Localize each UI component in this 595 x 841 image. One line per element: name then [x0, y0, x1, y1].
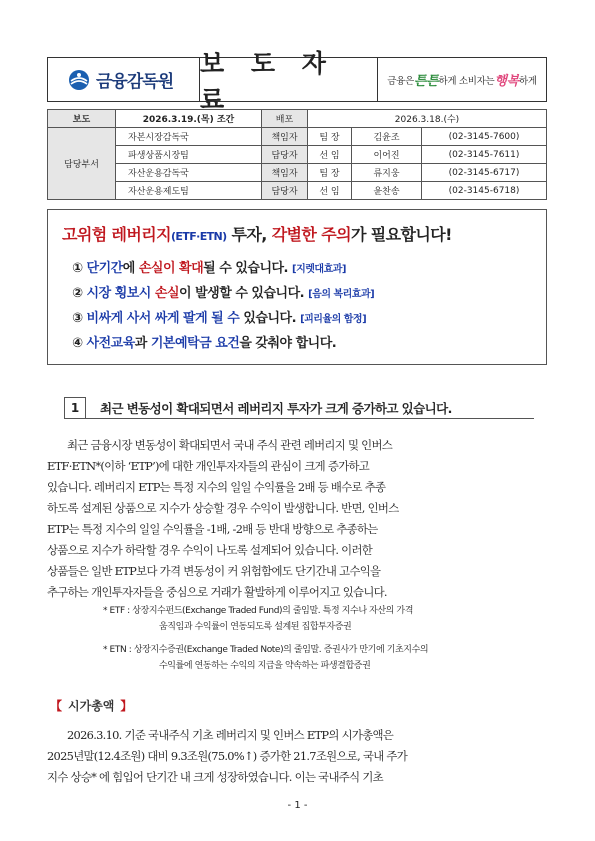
- press-header: [47, 48, 547, 114]
- summary-headline: [62, 222, 532, 245]
- fss-logo: [48, 58, 200, 101]
- item-number: ④: [72, 336, 83, 351]
- contact-role: 담당자: [262, 182, 308, 200]
- section-number: 1: [64, 397, 86, 419]
- bracket-open: 【: [50, 699, 63, 713]
- contact-phone: (02-3145-7600): [422, 128, 547, 146]
- item-part: 이 발생할 수 있습니다.: [179, 286, 305, 301]
- dept-name: 파생상품시장팀: [116, 146, 262, 164]
- text-line: 있습니다. 레버리지 ETP는 특정 지수의 일일 수익률을 2배 등 배수로 추종: [47, 480, 386, 494]
- footnote-etn: [103, 642, 428, 674]
- contact-phone: (02-3145-6718): [422, 182, 547, 200]
- text-line: 지수 상승* 에 힘입어 단기간 내 크게 성장하였습니다. 이는 국내주식 기초: [47, 770, 383, 784]
- dept-name: 자본시장감독국: [116, 128, 262, 146]
- contact-name: 김윤조: [352, 128, 422, 146]
- contact-phone: (02-3145-6717): [422, 164, 547, 182]
- text-line: ETF·ETN*(이하 ‘ETP’)에 대한 개인투자자들의 관심이 크게 증가하고: [47, 459, 370, 473]
- text-line: 상품으로 지수가 하락할 경우 수익이 나도록 설계되어 있습니다. 이러한: [47, 543, 373, 557]
- item-number: ①: [72, 261, 83, 276]
- slogan-mid: 하게 소비자는: [438, 75, 495, 87]
- footnote-line: * ETN : 상장지수증권(Exchange Traded Note)의 줄임말. 증권사가 만기에 기초지수의: [103, 645, 429, 655]
- release-value: 2026.3.19.(목) 조간: [116, 110, 262, 128]
- contact-phone: (02-3145-7611): [422, 146, 547, 164]
- section-heading: [64, 397, 534, 419]
- slogan-accent-2: 행복: [494, 74, 519, 89]
- headline-part: 투자,: [226, 225, 272, 244]
- slogan-post: 하게: [518, 75, 537, 87]
- contact-position: 선 임: [308, 146, 352, 164]
- contact-position: 팀 장: [308, 128, 352, 146]
- contact-name: 류지웅: [352, 164, 422, 182]
- item-part: 기본예탁금 요건: [150, 336, 240, 351]
- dept-label: 담당부서: [48, 128, 116, 200]
- summary-item: [62, 332, 532, 351]
- item-number: ③: [72, 311, 83, 326]
- subheading-market-cap: [50, 697, 132, 714]
- item-part: 될 수 있습니다.: [203, 261, 288, 276]
- contact-role: 책임자: [262, 128, 308, 146]
- footnote-line: 움직임과 수익률이 연동되도록 설계된 집합투자증권: [159, 622, 352, 632]
- summary-item: [62, 307, 532, 326]
- text-line: 추구하는 개인투자자들을 중심으로 거래가 활발하게 이루어지고 있습니다.: [47, 585, 387, 599]
- contact-name: 윤찬송: [352, 182, 422, 200]
- page-title: 보 도 자 료: [200, 58, 378, 101]
- item-part: 을 갖춰야 합니다.: [239, 336, 337, 351]
- headline-part: 가 필요합니다!: [350, 225, 452, 244]
- release-label: 보도: [48, 110, 116, 128]
- item-part: 손실이 확대: [138, 261, 204, 276]
- summary-item: [62, 257, 532, 276]
- item-part: 과: [134, 336, 151, 351]
- fss-logo-icon: [68, 69, 90, 91]
- item-number: ②: [72, 286, 83, 301]
- slogan-accent: 튼튼: [413, 74, 439, 89]
- section-title: 최근 변동성이 확대되면서 레버리지 투자가 크게 증가하고 있습니다.: [100, 400, 452, 416]
- body-paragraph-2: [47, 725, 545, 788]
- dept-name: 자산운용감독국: [116, 164, 262, 182]
- footnote-line: * ETF : 상장지수펀드(Exchange Traded Fund)의 줄임말. 특정 지수나 자산의 가격: [103, 606, 414, 616]
- slogan: [378, 58, 546, 101]
- text-line: 2026.3.10. 기준 국내주식 기초 레버리지 및 인버스 ETP의 시가총액은: [67, 728, 394, 742]
- text-line: 상품들은 일반 ETP보다 가격 변동성이 커 위험함에도 단기간내 고수익을: [47, 564, 381, 578]
- text-line: ETP는 특정 지수의 일일 수익률을 -1배, -2배 등 반대 방향으로 추종하는: [47, 522, 378, 536]
- footnote-etf: [103, 603, 413, 635]
- slogan-pre: 금융은: [387, 75, 414, 87]
- summary-item: [62, 282, 532, 301]
- body-paragraph-1: [47, 435, 545, 603]
- item-part: 사전교육: [86, 336, 135, 351]
- item-part: 단기간: [86, 261, 123, 276]
- text-line: 하도록 설계된 상품으로 지수가 상승할 경우 수익이 발생합니다. 반면, 인버스: [47, 501, 399, 515]
- subheading-text: 시가총액: [68, 699, 115, 713]
- item-tag: [지렛대효과]: [292, 264, 346, 275]
- item-part: 비싸게 사서 싸게 팔게 될 수: [86, 311, 240, 326]
- logo-text: 금융감독원: [96, 72, 174, 92]
- item-tag: [음의 복리효과]: [308, 289, 375, 300]
- text-line: 2025년말(12.4조원) 대비 9.3조원(75.0%↑) 증가한 21.7조원으로, 국내 주가: [47, 749, 408, 763]
- release-info-table: [47, 109, 547, 200]
- text-line: 최근 금융시장 변동성이 확대되면서 국내 주식 관련 레버리지 및 인버스: [67, 438, 393, 452]
- dist-label: 배포: [262, 110, 308, 128]
- dept-name: 자산운용제도팀: [116, 182, 262, 200]
- dist-value: 2026.3.18.(수): [308, 110, 547, 128]
- item-part: 있습니다.: [243, 311, 297, 326]
- contact-role: 담당자: [262, 146, 308, 164]
- headline-part: 고위험 레버리지: [62, 225, 171, 244]
- summary-box: [47, 209, 547, 365]
- item-part: 시장 횡보시: [86, 286, 151, 301]
- footnote-line: 수익률에 연동하는 수익의 지급을 약속하는 파생결합증권: [159, 661, 371, 671]
- item-part: 손실: [154, 286, 180, 301]
- contact-position: 선 임: [308, 182, 352, 200]
- headline-part: (ETF·ETN): [170, 230, 227, 243]
- contact-position: 팀 장: [308, 164, 352, 182]
- page-number: - 1 -: [287, 800, 308, 811]
- bracket-close: 】: [120, 699, 133, 713]
- item-tag: [괴리율의 함정]: [300, 314, 367, 325]
- contact-role: 책임자: [262, 164, 308, 182]
- headline-part: 각별한 주의: [271, 225, 351, 244]
- item-part: 에: [122, 261, 139, 276]
- contact-name: 이어진: [352, 146, 422, 164]
